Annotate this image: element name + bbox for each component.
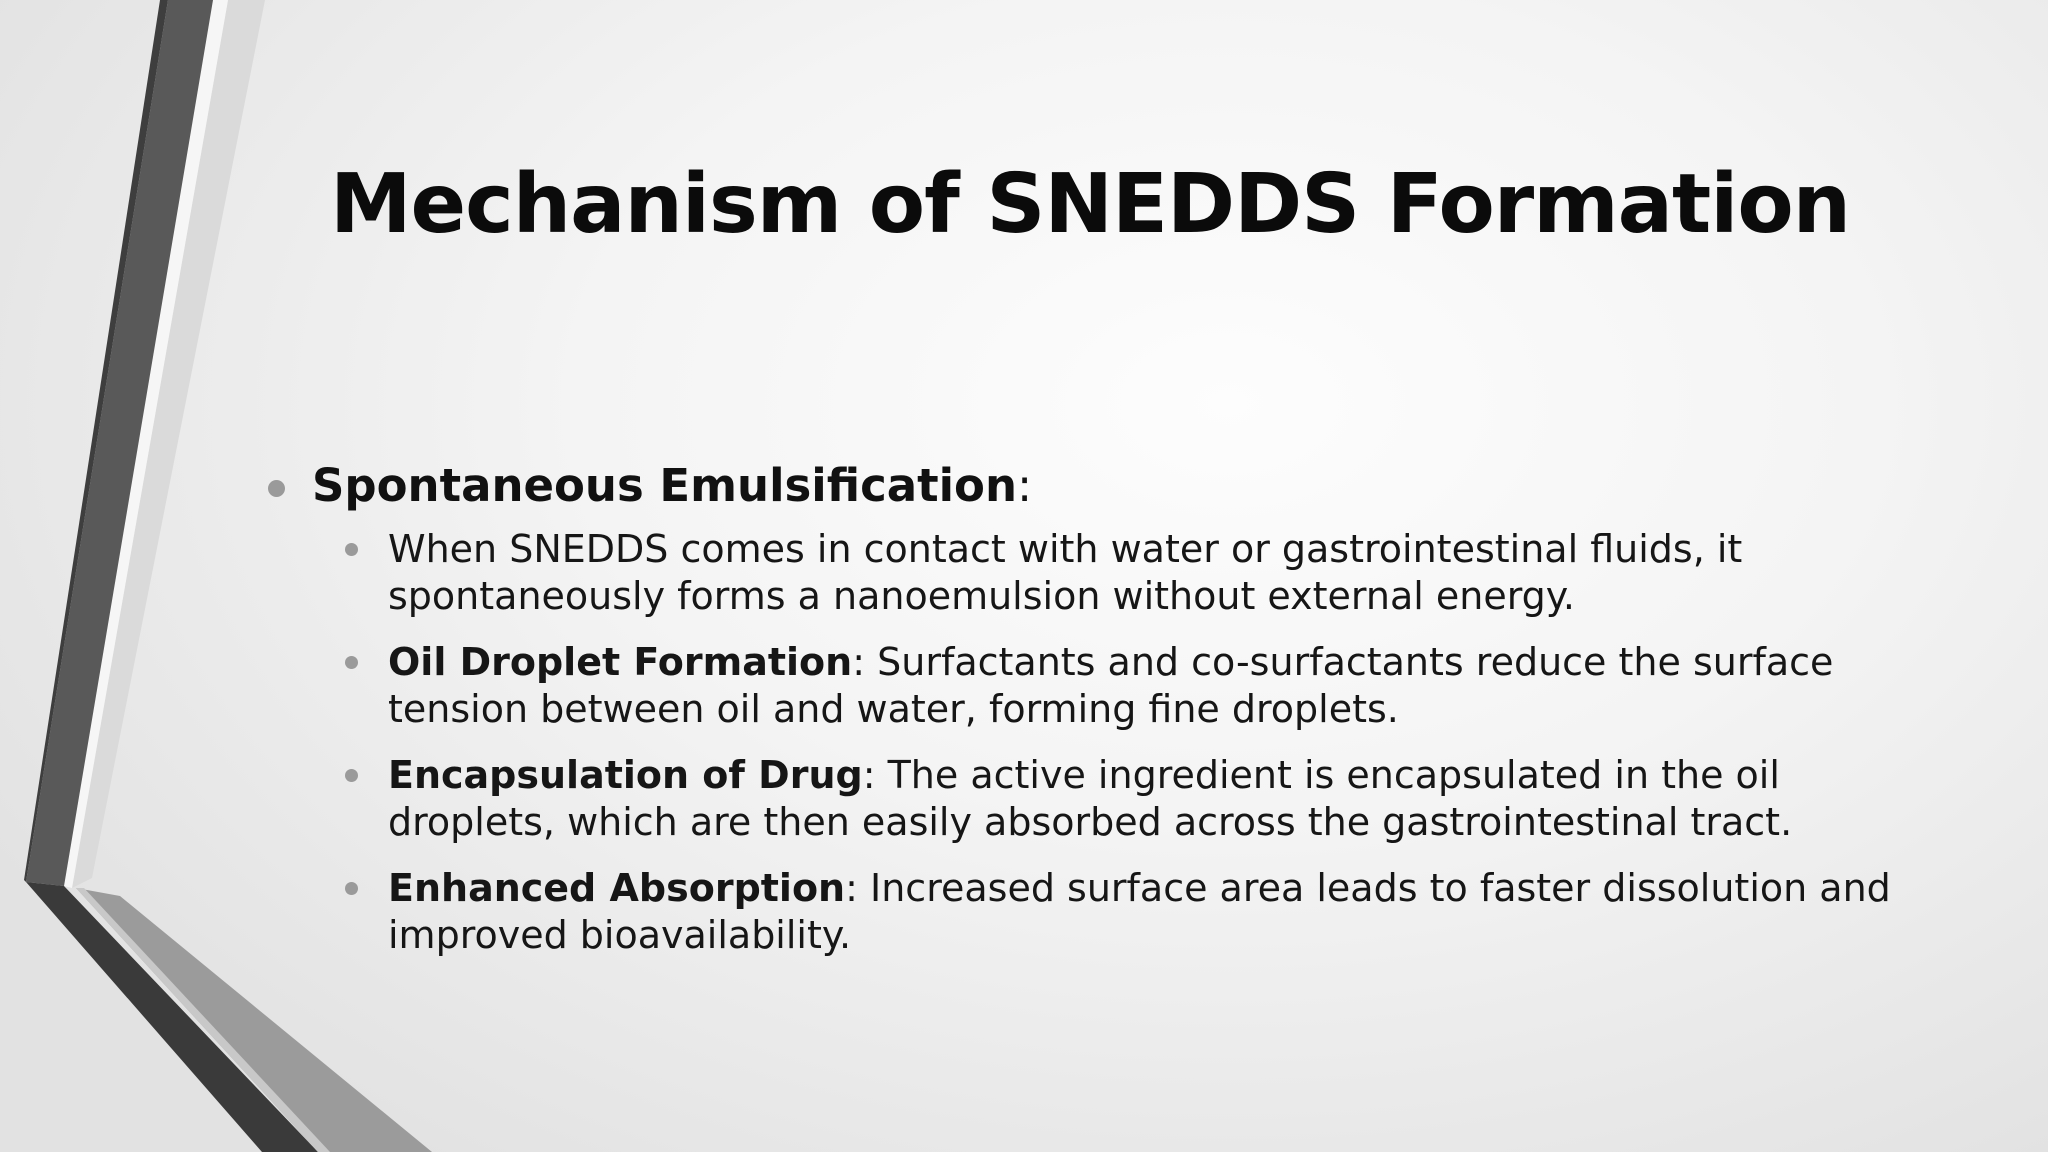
sub-bullet bbox=[338, 639, 1912, 733]
slide-title: Mechanism of SNEDDS Formation bbox=[329, 157, 1851, 252]
main-bullet-heading: Spontaneous Emulsification bbox=[312, 459, 1017, 512]
main-bullet bbox=[262, 452, 1912, 520]
sub-bullet-dot-icon bbox=[345, 543, 358, 556]
sub-bullet-text: The active ingredient is encapsulated in the oil droplets, which are then easily absorbed across the gastrointestinal tract. bbox=[388, 753, 1793, 844]
sub-bullet-heading: Enhanced Absorption bbox=[388, 866, 846, 910]
main-bullet-suffix: : bbox=[1017, 459, 1033, 512]
bullet-dot-icon bbox=[268, 480, 285, 497]
sub-bullet-heading: Oil Droplet Formation bbox=[388, 640, 853, 684]
sub-bullet-text: Surfactants and co-surfactants reduce the surface tension between oil and water, forming fine droplets. bbox=[388, 640, 1834, 731]
dark-band-shape bbox=[26, 0, 213, 886]
sub-bullet-separator: : bbox=[845, 866, 858, 910]
sub-bullet-separator: : bbox=[852, 640, 866, 684]
sub-bullet-text: Increased surface area leads to faster dissolution and improved bioavailability. bbox=[388, 866, 1891, 957]
sub-bullet bbox=[338, 865, 1912, 959]
sub-bullet-dot-icon bbox=[345, 769, 358, 782]
sub-bullet-dot-icon bbox=[345, 656, 358, 669]
sub-bullet-text: When SNEDDS comes in contact with water or gastrointestinal fluids, it spontaneously forms a nanoemulsion without external energy. bbox=[388, 527, 1743, 618]
sub-bullet bbox=[338, 526, 1912, 620]
sub-bullet bbox=[338, 752, 1912, 846]
sub-bullet-separator: : bbox=[862, 753, 876, 797]
sub-bullet-heading: Encapsulation of Drug bbox=[388, 753, 863, 797]
sub-bullet-list bbox=[262, 526, 1912, 959]
bullet-content bbox=[262, 452, 1912, 978]
sub-bullet-dot-icon bbox=[345, 882, 358, 895]
